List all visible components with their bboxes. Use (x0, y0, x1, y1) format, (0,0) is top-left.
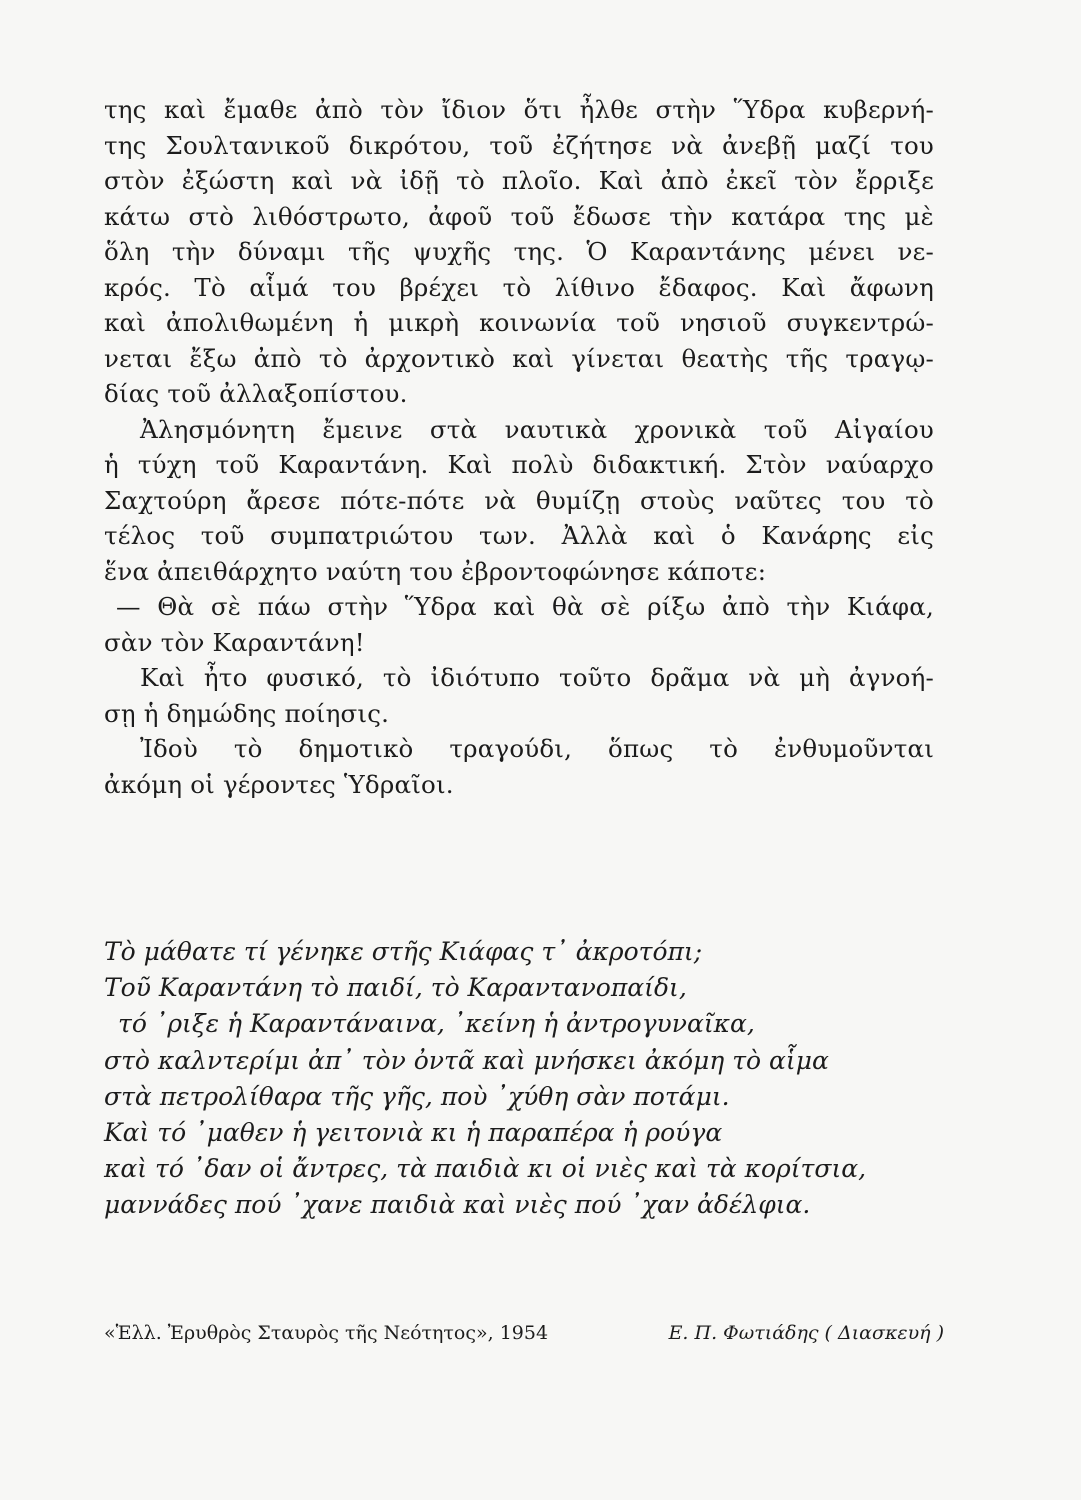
prose-body (104, 92, 934, 802)
folk-song-poem (104, 934, 944, 1224)
quote-line: — Θὰ σὲ πάω στὴν Ὕδρα καὶ θὰ σὲ ρίξω ἀπὸ τὴν Κιάφα, (116, 592, 934, 621)
poem-line: Τοῦ Καραντάνη τὸ παιδί, τὸ Καραντανοπαίδι, (104, 973, 687, 1003)
prose-line: κρός. Τὸ αἷμά του βρέχει τὸ λίθινο ἔδαφος. Καὶ ἄφωνη (104, 272, 934, 302)
prose-line: ἀκόμη οἱ γέροντες Ὑδραῖοι. (104, 769, 454, 799)
prose-line: δίας τοῦ ἀλλαξοπίστου. (104, 379, 408, 408)
prose-line: νεται ἔξω ἀπὸ τὸ ἀρχοντικὸ καὶ γίνεται θεατὴς τῆς τραγῳ- (104, 343, 934, 373)
source-attribution (104, 1318, 944, 1348)
prose-line: ἕνα ἀπειθάρχητο ναύτη του ἐβροντοφώνησε κάποτε: (104, 556, 767, 586)
poem-line: Καὶ τό ᾽μαθεν ἡ γειτονιὰ κι ἡ παραπέρα ἡ ρούγα (104, 1117, 723, 1147)
prose-line: Καὶ ἦτο φυσικό, τὸ ἰδιότυπο τοῦτο δρᾶμα νὰ μὴ ἀγνοή- (140, 663, 934, 692)
poem-line: καὶ τό ᾽δαν οἱ ἄντρες, τὰ παιδιὰ κι οἱ νιὲς καὶ τὰ κορίτσια, (104, 1154, 867, 1184)
prose-line: Ἀλησμόνητη ἔμεινε στὰ ναυτικὰ χρονικὰ τοῦ Αἰγαίου (140, 414, 934, 444)
poem-line: Τὸ μάθατε τί γένηκε στῆς Κιάφας τ᾽ ἀκροτόπι; (104, 937, 703, 966)
prose-line: ἡ τύχη τοῦ Καραντάνη. Καὶ πολὺ διδακτική. Στὸν ναύαρχο (104, 450, 934, 479)
poem-line: μαννάδες πού ᾽χανε παιδιὰ καὶ νιὲς πού ᾽χαν ἀδέλφια. (104, 1190, 811, 1220)
poem-line: τό ᾽ριξε ἡ Καραντάναινα, ᾽κείνη ἡ ἀντρογυναῖκα, (118, 1009, 755, 1039)
source-author: Ε. Π. Φωτιάδης ( Διασκευή ) (668, 1322, 944, 1344)
source-citation: «Ἑλλ. Ἐρυθρὸς Σταυρὸς τῆς Νεότητος», 1954 (104, 1322, 549, 1344)
poem-line: στὸ καλντερίμι ἀπ᾽ τὸν ὀντᾶ καὶ μνήσκει ἀκόμη τὸ αἷμα (104, 1045, 829, 1075)
prose-line: σῃ ἡ δημώδης ποίησις. (104, 698, 390, 728)
poem-line: στὰ πετρολίθαρα τῆς γῆς, ποὺ ᾽χύθη σὰν ποτάμι. (104, 1081, 730, 1111)
prose-line: Σαχτούρη ἄρεσε πότε-πότε νὰ θυμίζῃ στοὺς ναῦτες του τὸ (104, 485, 934, 515)
prose-line: της καὶ ἔμαθε ἀπὸ τὸν ἴδιον ὅτι ἦλθε στὴν Ὕδρα κυβερνή- (104, 95, 934, 124)
quote-line: σὰν τὸν Καραντάνη! (104, 627, 365, 657)
prose-line: της Σουλτανικοῦ δικρότου, τοῦ ἐζήτησε νὰ ἀνεβῇ μαζί του (104, 130, 934, 160)
prose-line: στὸν ἐξώστη καὶ νὰ ἰδῇ τὸ πλοῖο. Καὶ ἀπὸ ἐκεῖ τὸν ἔρριξε (104, 166, 934, 195)
prose-line: τέλος τοῦ συμπατριώτου των. Ἀλλὰ καὶ ὁ Κανάρης εἰς (104, 521, 934, 550)
prose-line: Ἰδοὺ τὸ δημοτικὸ τραγούδι, ὅπως τὸ ἐνθυμοῦνται (140, 734, 934, 763)
prose-line: ὅλη τὴν δύναμι τῆς ψυχῆς της. Ὁ Καραντάνης μένει νε- (104, 237, 934, 266)
prose-line: κάτω στὸ λιθόστρωτο, ἀφοῦ τοῦ ἔδωσε τὴν κατάρα της μὲ (104, 201, 934, 231)
prose-line: καὶ ἀπολιθωμένη ἡ μικρὴ κοινωνία τοῦ νησιοῦ συγκεντρώ- (104, 308, 934, 337)
